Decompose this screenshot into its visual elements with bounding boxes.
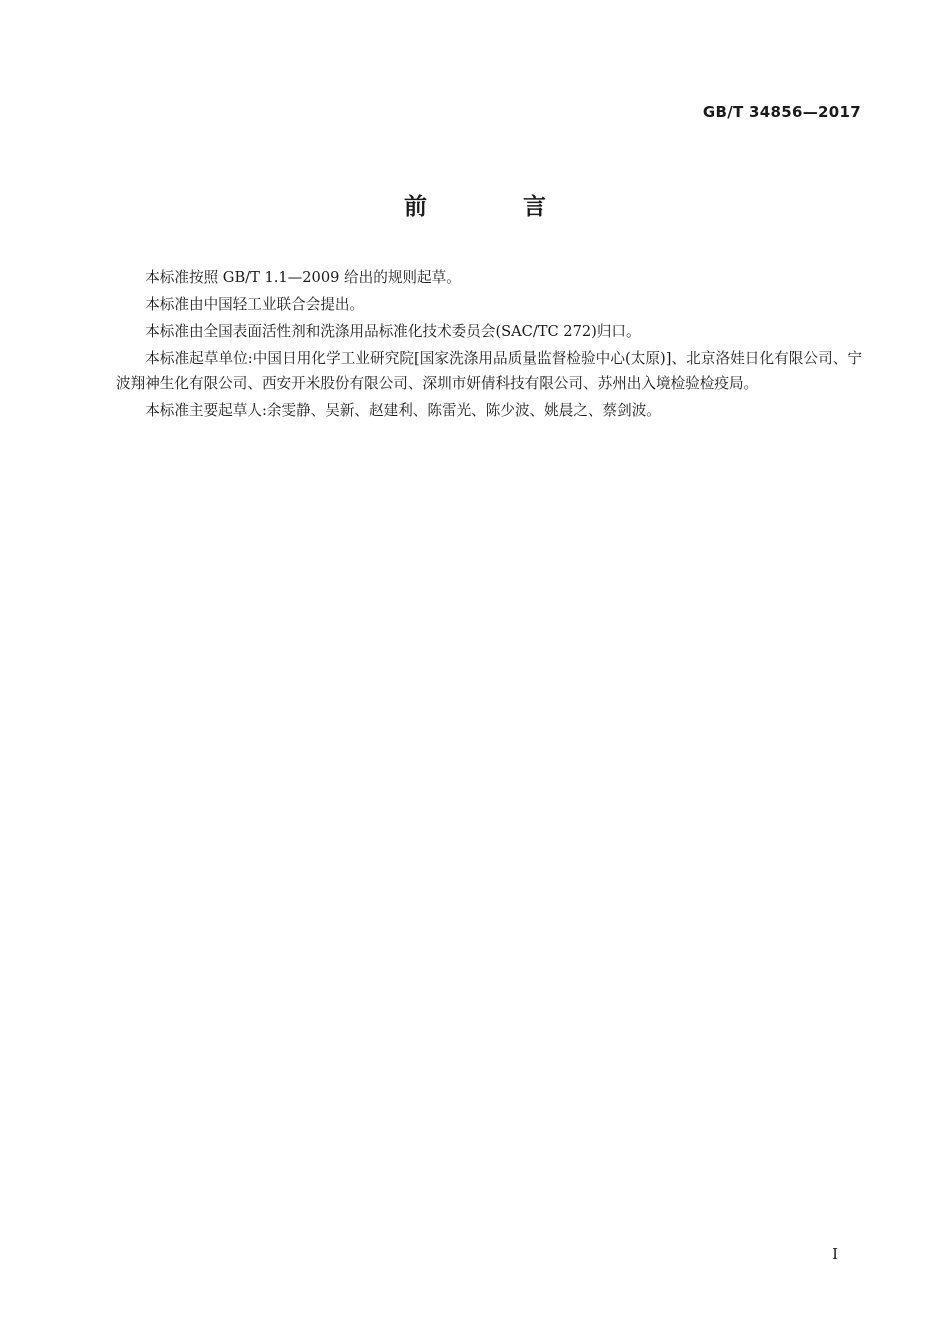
paragraph-drafting-units: 本标准起草单位:中国日用化学工业研究院[国家洗涤用品质量监督检验中心(太原)]、北京洛娃日化有限公司、宁波翔神生化有限公司、西安开米股份有限公司、深圳市妍倩科技有限公司、苏州出入境检验检疫局。 [116, 350, 862, 392]
page-number: I [832, 1245, 838, 1263]
paragraph-proposer: 本标准由中国轻工业联合会提出。 [145, 296, 365, 313]
paragraph-drafters: 本标准主要起草人:余雯静、吴新、赵建利、陈雷光、陈少波、姚晨之、蔡剑波。 [145, 402, 661, 419]
paragraph-committee: 本标准由全国表面活性剂和洗涤用品标准化技术委员会(SAC/TC 272)归口。 [145, 323, 641, 340]
page-title: 前 言 [403, 194, 590, 220]
paragraph-drafting-rules: 本标准按照 GB/T 1.1—2009 给出的规则起草。 [145, 269, 461, 286]
standard-code: GB/T 34856—2017 [702, 103, 861, 121]
foreword-body [116, 265, 862, 425]
